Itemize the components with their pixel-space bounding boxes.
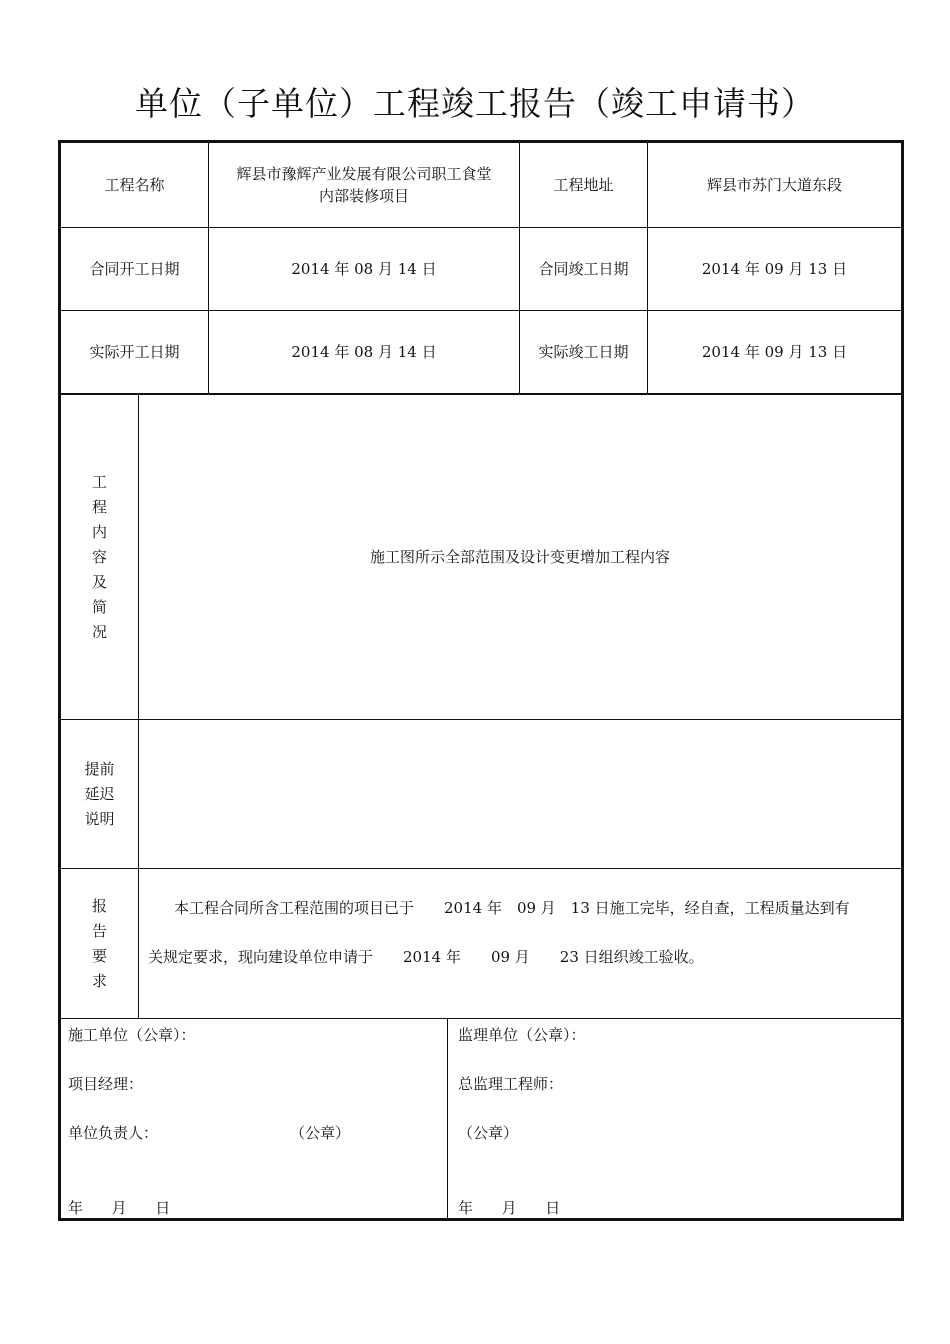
project-address-value: 辉县市苏门大道东段 <box>706 176 842 194</box>
project-name-line2: 内部装修项目 <box>318 187 409 205</box>
project-manager: 项目经理： <box>68 1075 144 1093</box>
column-divider <box>447 1018 448 1220</box>
left-date: 年 月 日 <box>68 1199 171 1217</box>
project-name-label: 工程名称 <box>104 176 165 194</box>
content-label-char: 工 <box>91 472 107 491</box>
content-label <box>61 395 138 719</box>
report-label <box>61 869 138 1018</box>
unit-leader: 单位负责人： <box>68 1124 159 1142</box>
delay-text <box>139 720 901 868</box>
content-text: 施工图所示全部范围及设计变更增加工程内容 <box>369 548 670 566</box>
contract-start-label: 合同开工日期 <box>89 260 180 278</box>
delay-label-line: 说明 <box>84 809 115 828</box>
actual-end-value: 2014 年 09 月 13 日 <box>701 343 848 361</box>
content-label-char: 程 <box>91 497 107 516</box>
content-label-char: 简 <box>91 597 107 616</box>
content-label-char: 容 <box>91 547 107 566</box>
table-border-right <box>901 140 904 1221</box>
supervision-unit-seal: 监理单位（公章）： <box>458 1026 586 1044</box>
actual-end-label: 实际竣工日期 <box>538 343 629 361</box>
page-title: 单位（子单位）工程竣工报告（竣工申请书） <box>135 84 815 123</box>
project-name-line1: 辉县市豫辉产业发展有限公司职工食堂 <box>236 165 492 183</box>
report-label-char: 求 <box>91 971 107 990</box>
report-text-line1: 本工程合同所含工程范围的项目已于 2014 年 09 月 13 日施工完毕，经自查，工程质量达到有 <box>174 899 850 917</box>
project-address-label: 工程地址 <box>553 176 614 194</box>
row-divider <box>58 1018 904 1019</box>
table-border-bottom <box>58 1218 904 1221</box>
contract-end-value: 2014 年 09 月 13 日 <box>701 260 848 278</box>
report-label-char: 告 <box>91 921 107 940</box>
report-label-char: 要 <box>91 946 107 965</box>
delay-label-line: 提前 <box>84 759 115 778</box>
construction-unit-seal: 施工单位（公章）： <box>68 1026 196 1044</box>
content-label-char: 况 <box>91 622 107 641</box>
report-label-char: 报 <box>91 896 107 915</box>
project-name-value <box>209 143 519 227</box>
content-label-char: 内 <box>91 522 107 541</box>
chief-supervising-engineer: 总监理工程师： <box>458 1075 564 1093</box>
row-divider <box>58 868 904 869</box>
delay-label <box>61 720 138 868</box>
right-date: 年 月 日 <box>458 1199 561 1217</box>
contract-end-label: 合同竣工日期 <box>538 260 629 278</box>
actual-start-value: 2014 年 08 月 14 日 <box>291 343 437 361</box>
delay-label-line: 延迟 <box>84 784 115 803</box>
actual-start-label: 实际开工日期 <box>89 343 180 361</box>
report-text-line2: 关规定要求，现向建设单位申请于 2014 年 09 月 23 日组织竣工验收。 <box>148 948 704 966</box>
content-label-char: 及 <box>91 572 107 591</box>
left-seal: （公章） <box>290 1124 351 1142</box>
contract-start-value: 2014 年 08 月 14 日 <box>291 260 437 278</box>
right-seal: （公章） <box>458 1124 519 1142</box>
